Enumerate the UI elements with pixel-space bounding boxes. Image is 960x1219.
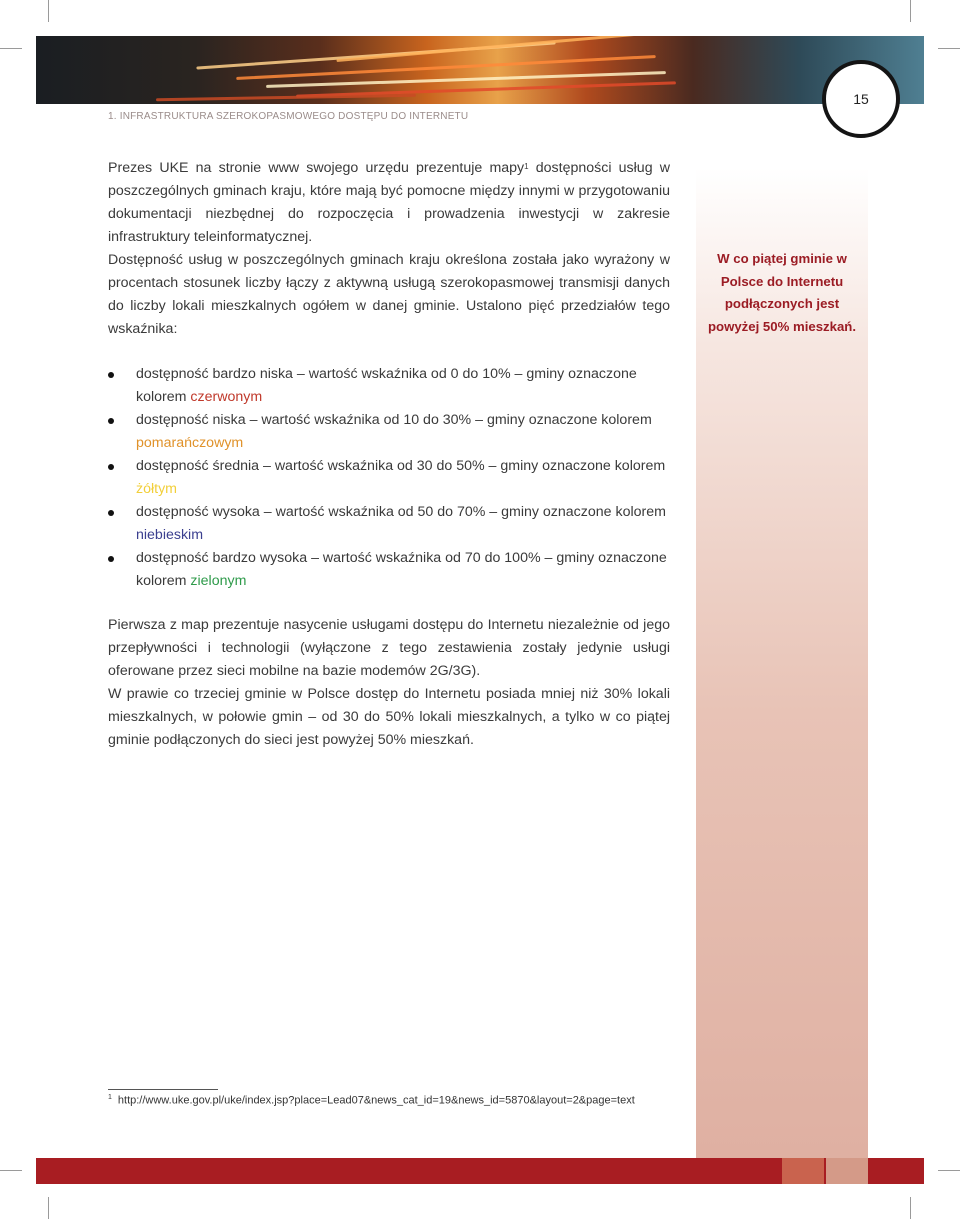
footer-accent-block	[826, 1158, 868, 1184]
bullet-icon	[108, 418, 114, 424]
bullet-icon	[108, 464, 114, 470]
crop-mark	[910, 1197, 911, 1219]
pull-quote: W co piątej gminie w Polsce do Internetu podłączonych jest powyżej 50% mieszkań.	[707, 251, 857, 334]
paragraph-intro	[108, 157, 670, 249]
page-number-badge	[822, 60, 900, 138]
list-item	[108, 455, 670, 501]
list-item	[108, 547, 670, 593]
bullet-icon	[108, 372, 114, 378]
indicator-ranges-list	[108, 363, 670, 593]
list-item-text: dostępność bardzo wysoka – wartość wskaźnika od 70 do 100% – gminy oznaczone kolorem	[136, 550, 667, 589]
list-item-text: dostępność bardzo niska – wartość wskaźnika od 0 do 10% – gminy oznaczone kolorem	[136, 366, 637, 405]
footnote-url: http://www.uke.gov.pl/uke/index.jsp?place=Lead07&news_cat_id=19&news_id=5870&layout=2&page=text	[117, 1094, 635, 1107]
paragraph-map-description: Pierwsza z map prezentuje nasycenie usługami dostępu do Internetu niezależnie od jego przepływności i technologii (wyłączone z tego zestawienia zostały jedynie usługi oferowane przez sieci mobilne na bazie modemów 2G/3G).	[108, 617, 670, 679]
paragraph-text: dostępności usług w poszczególnych gminach kraju, które mają być pomocne między innymi w przygotowaniu dokumentacji niezbędnej do rozpoczęcia i prowadzenia inwestycji w zakresie infrastruktury teleinformatycznej.	[108, 160, 670, 245]
footnote-reference: 1	[524, 162, 529, 171]
bullet-icon	[108, 510, 114, 516]
color-word: żółtym	[136, 481, 177, 497]
footnote-number: 1	[108, 1094, 112, 1101]
paragraph-text: Prezes UKE na stronie www swojego urzędu prezentuje mapy	[108, 160, 525, 176]
list-item	[108, 501, 670, 547]
list-item-text: dostępność niska – wartość wskaźnika od 10 do 30% – gminy oznaczone kolorem	[136, 412, 652, 428]
crop-mark	[910, 0, 911, 22]
list-item-text: dostępność średnia – wartość wskaźnika od 30 do 50% – gminy oznaczone kolorem	[136, 458, 666, 474]
color-word: niebieskim	[136, 527, 204, 543]
footnote	[108, 1094, 635, 1107]
color-word: pomarańczowym	[136, 435, 244, 451]
list-item-text: dostępność wysoka – wartość wskaźnika od 50 do 70% – gminy oznaczone kolorem	[136, 504, 666, 520]
crop-mark	[48, 1197, 49, 1219]
crop-mark	[0, 1170, 22, 1171]
crop-mark	[938, 1170, 960, 1171]
color-word: zielonym	[190, 573, 247, 589]
crop-mark	[0, 48, 22, 49]
list-item	[108, 409, 670, 455]
paragraph-summary: W prawie co trzeciej gminie w Polsce dostęp do Internetu posiada mniej niż 30% lokali mieszkalnych, w połowie gmin – od 30 do 50% lokali mieszkalnych, a tylko w co piątej gminie podłączonych do sieci jest powyżej 50% mieszkań.	[108, 686, 670, 748]
crop-mark	[938, 48, 960, 49]
bullet-icon	[108, 556, 114, 562]
footer-accent-block	[782, 1158, 824, 1184]
crop-mark	[48, 0, 49, 22]
list-item	[108, 363, 670, 409]
header-banner-image	[36, 36, 924, 104]
paragraph-definition: Dostępność usług w poszczególnych gminach kraju określona została jako wyrażony w procentach stosunek liczby łączy z aktywną usługą szerokopasmowej transmisji danych do liczby lokali mieszkalnych ogółem w danej gminie. Ustalono pięć przedziałów tego wskaźnika:	[108, 252, 670, 337]
light-streak	[156, 94, 416, 102]
page-number: 15	[853, 91, 869, 107]
section-title: 1. INFRASTRUKTURA SZEROKOPASMOWEGO DOSTĘPU DO INTERNETU	[108, 111, 469, 122]
color-word: czerwonym	[190, 389, 263, 405]
footnote-divider	[108, 1089, 218, 1090]
